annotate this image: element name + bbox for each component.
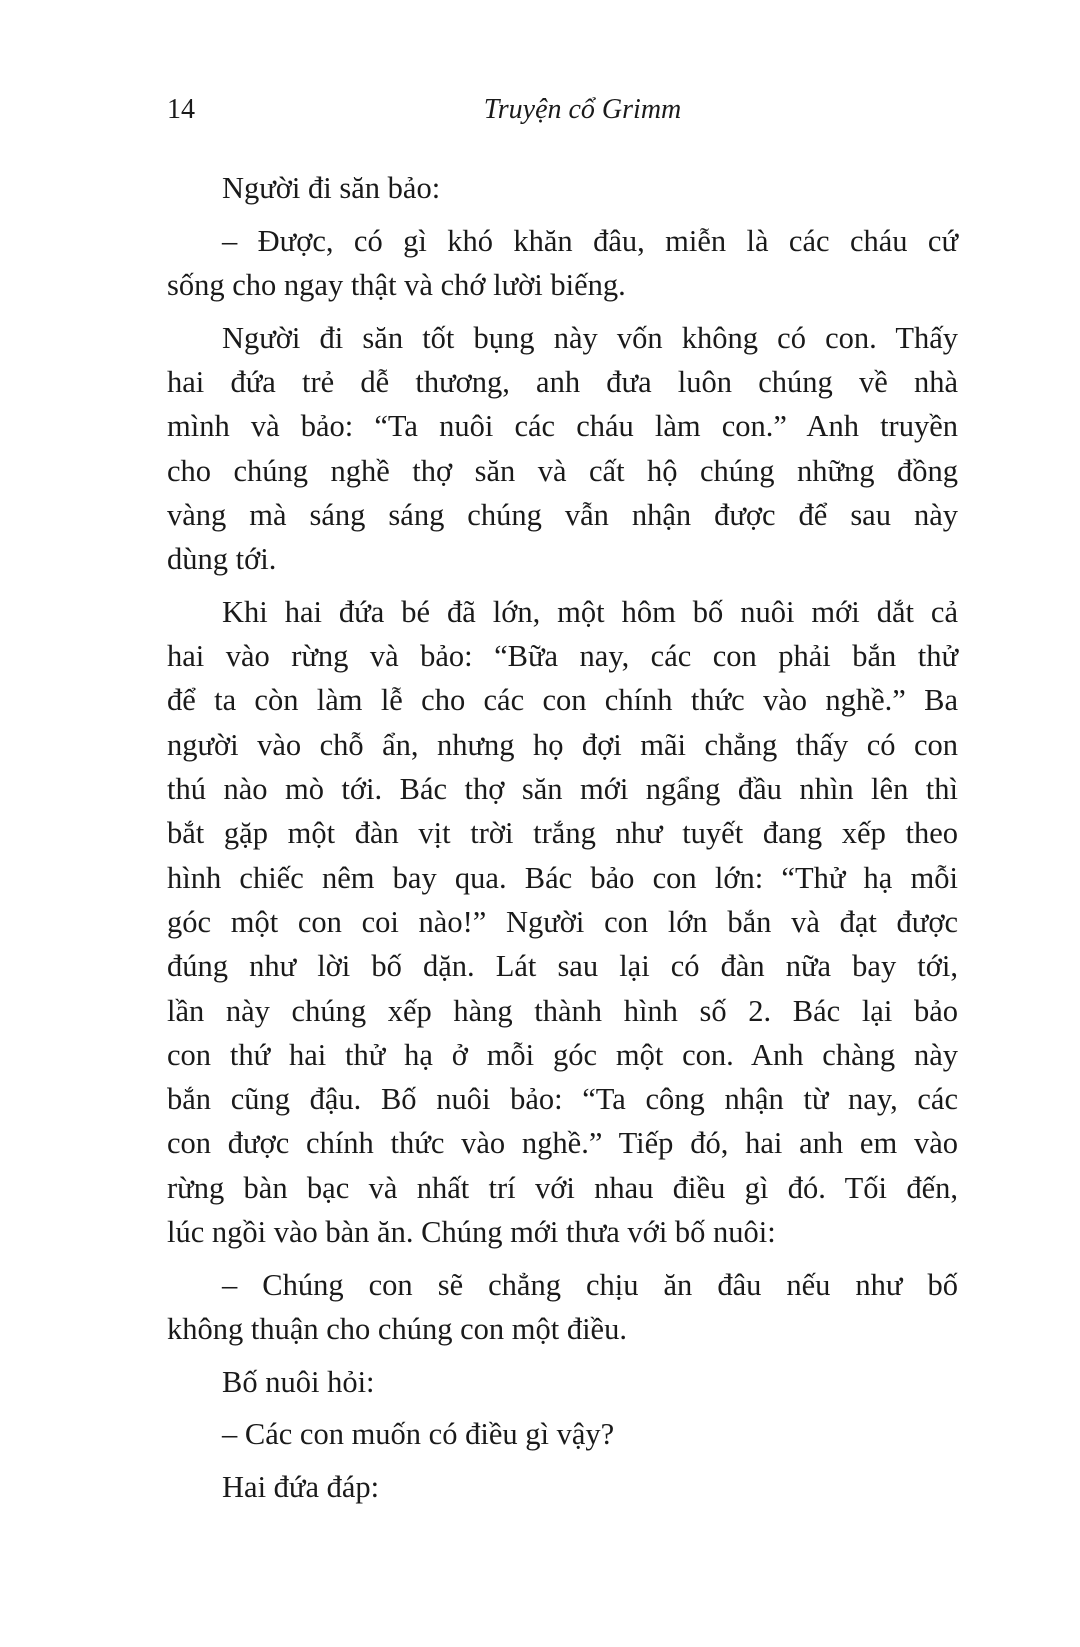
text-line: hình chiếc nêm bay qua. Bác bảo con lớn: “Thử hạ mỗi [167, 860, 958, 895]
page-number: 14 [167, 94, 195, 125]
text-line: hai đứa trẻ dễ thương, anh đưa luôn chúng về nhà [167, 364, 958, 399]
body-text [167, 166, 958, 1518]
text-line: sống cho ngay thật và chớ lười biếng. [167, 267, 626, 302]
text-line: dùng tới. [167, 542, 277, 577]
text-line: Khi hai đứa bé đã lớn, một hôm bố nuôi mới dắt cả [222, 594, 958, 629]
text-line: rừng bàn bạc và nhất trí với nhau điều gì đó. Tối đến, [167, 1170, 958, 1205]
paragraph [167, 1360, 958, 1404]
text-line: con thứ hai thử hạ ở mỗi góc một con. Anh chàng này [167, 1037, 958, 1072]
paragraph [167, 1412, 958, 1456]
paragraph [167, 1465, 958, 1509]
text-line: Người đi săn tốt bụng này vốn không có con. Thấy [222, 320, 958, 355]
text-line: thú nào mò tới. Bác thợ săn mới ngẩng đầu nhìn lên thì [167, 772, 958, 807]
paragraph [167, 166, 958, 210]
text-line: – Chúng con sẽ chẳng chịu ăn đâu nếu như bố [222, 1267, 958, 1302]
paragraph [167, 219, 958, 308]
text-line: Hai đứa đáp: [222, 1470, 380, 1505]
text-line: – Được, có gì khó khăn đâu, miễn là các cháu cứ [222, 223, 958, 258]
text-line: người vào chỗ ẩn, nhưng họ đợi mãi chẳng thấy có con [167, 727, 958, 762]
text-line: Bố nuôi hỏi: [222, 1364, 375, 1399]
text-line: cho chúng nghề thợ săn và cất hộ chúng những đồng [167, 453, 958, 488]
page-header [167, 88, 958, 132]
running-title: Truyện cổ Grimm [483, 94, 682, 125]
paragraph [167, 316, 958, 582]
text-line: bắt gặp một đàn vịt trời trắng như tuyết đang xếp theo [167, 816, 958, 851]
text-line: để ta còn làm lễ cho các con chính thức vào nghề.” Ba [167, 683, 958, 718]
text-line: không thuận cho chúng con một điều. [167, 1311, 627, 1346]
paragraph [167, 590, 958, 1254]
text-line: – Các con muốn có điều gì vậy? [222, 1417, 615, 1452]
text-line: mình và bảo: “Ta nuôi các cháu làm con.” Anh truyền [167, 409, 958, 444]
paragraph [167, 1263, 958, 1352]
text-line: đúng như lời bố dặn. Lát sau lại có đàn nữa bay tới, [167, 949, 958, 984]
text-line: bắn cũng đậu. Bố nuôi bảo: “Ta công nhận từ nay, các [167, 1082, 958, 1117]
text-line: con được chính thức vào nghề.” Tiếp đó, hai anh em vào [167, 1126, 958, 1161]
text-line: hai vào rừng và bảo: “Bữa nay, các con phải bắn thử [167, 639, 958, 674]
text-line: vàng mà sáng sáng chúng vẫn nhận được để sau này [167, 497, 958, 532]
text-line: lần này chúng xếp hàng thành hình số 2. Bác lại bảo [167, 993, 958, 1028]
text-line: Người đi săn bảo: [222, 171, 441, 205]
text-line: góc một con coi nào!” Người con lớn bắn và đạt được [167, 904, 958, 939]
text-line: lúc ngồi vào bàn ăn. Chúng mới thưa với bố nuôi: [167, 1215, 776, 1249]
